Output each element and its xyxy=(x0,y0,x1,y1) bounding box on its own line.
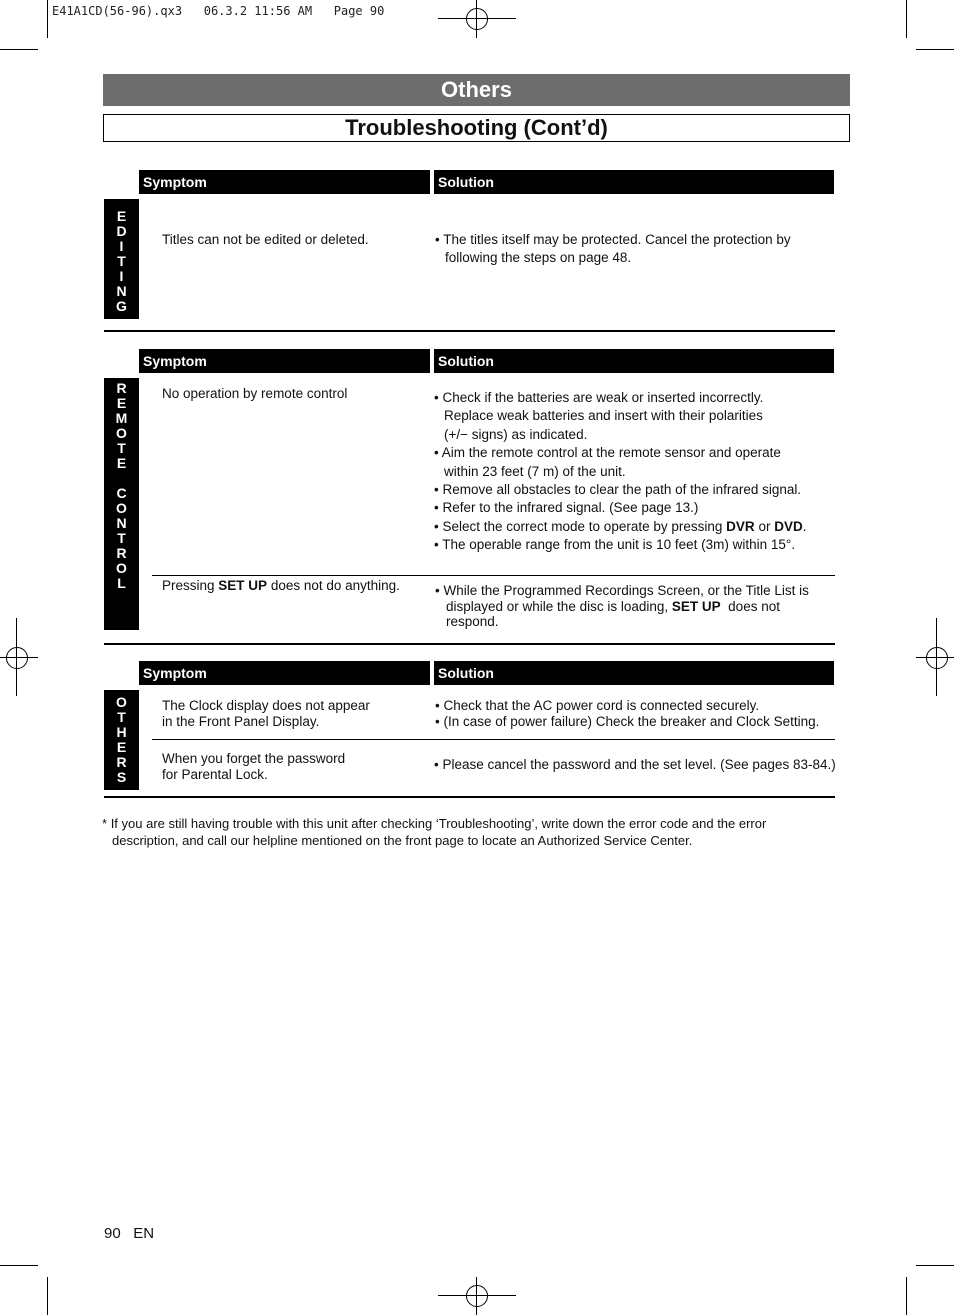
section-divider xyxy=(104,330,835,332)
side-tab-editing: E D I T I N G xyxy=(104,199,139,319)
registration-mark xyxy=(0,657,38,658)
solution-header: Solution xyxy=(434,661,834,685)
registration-mark xyxy=(916,657,954,658)
solution-text: • Check that the AC power cord is connected securely. • (In case of power failure) Check the breaker and Clock Setting. xyxy=(435,698,820,729)
solution-text: • While the Programmed Recordings Screen, or the Title List is displayed or while the disc is loading, SET UP does not respond. xyxy=(435,583,809,629)
registration-mark xyxy=(438,18,516,19)
section-title: Others xyxy=(103,74,850,106)
crop-mark xyxy=(906,1277,907,1315)
registration-mark xyxy=(6,647,28,669)
side-tab-remote-control: R E M O T E C O N T R O L xyxy=(104,378,139,630)
registration-mark xyxy=(926,647,948,669)
registration-mark xyxy=(466,1285,488,1307)
registration-mark xyxy=(16,618,17,696)
solution-header: Solution xyxy=(434,170,834,194)
solution-text: • Check if the batteries are weak or inserted incorrectly. Replace weak batteries and insert with their polarities (+/− signs) as indicated. • Aim the remote control at the remote sensor and operate within 23 feet (7 m) of the unit. • Remove all obstacles to clear the path of the infrared signal. • Refer to the infrared signal. (See page 13.) • Select the correct mode to operate by pressing DVR or DVD. • The operable range from the unit is 10 feet (3m) within 15°. xyxy=(434,390,807,553)
side-tab-others: O T H E R S xyxy=(104,690,139,790)
solution-header: Solution xyxy=(434,349,834,373)
symptom-header: Symptom xyxy=(139,170,430,194)
symptom-header: Symptom xyxy=(139,349,430,373)
page-title: Troubleshooting (Cont’d) xyxy=(103,114,850,142)
symptom-text: The Clock display does not appear in the Front Panel Display. xyxy=(162,698,370,729)
registration-mark xyxy=(466,8,488,30)
row-divider xyxy=(152,739,835,740)
crop-mark xyxy=(916,1265,954,1266)
print-header: E41A1CD(56-96).qx3 06.3.2 11:56 AM Page 90 xyxy=(52,4,385,18)
symptom-text: When you forget the password for Parental Lock. xyxy=(162,751,346,782)
section-divider xyxy=(104,643,835,645)
solution-text: • Please cancel the password and the set level. (See pages 83-84.) xyxy=(434,757,836,772)
crop-mark xyxy=(916,49,954,50)
registration-mark xyxy=(438,1295,516,1296)
crop-mark xyxy=(0,1265,38,1266)
symptom-text: Titles can not be edited or deleted. xyxy=(162,232,369,247)
crop-mark xyxy=(906,0,907,38)
symptom-text: Pressing SET UP does not do anything. xyxy=(162,578,400,593)
symptom-header: Symptom xyxy=(139,661,430,685)
section-divider xyxy=(104,796,835,798)
solution-text: • The titles itself may be protected. Cancel the protection by following the steps on page 48. xyxy=(435,232,791,265)
footnote: * If you are still having trouble with this unit after checking ‘Troubleshooting’, write down the error code and the error description, and call our helpline mentioned on the front page to locate an Authorized Service Center. xyxy=(102,816,767,848)
crop-mark xyxy=(47,1277,48,1315)
registration-mark xyxy=(476,0,477,38)
symptom-text: No operation by remote control xyxy=(162,386,348,401)
row-divider xyxy=(152,575,835,576)
registration-mark xyxy=(936,618,937,696)
crop-mark xyxy=(47,0,48,38)
crop-mark xyxy=(0,49,38,50)
registration-mark xyxy=(476,1277,477,1315)
page-number: 90 EN xyxy=(104,1225,155,1242)
